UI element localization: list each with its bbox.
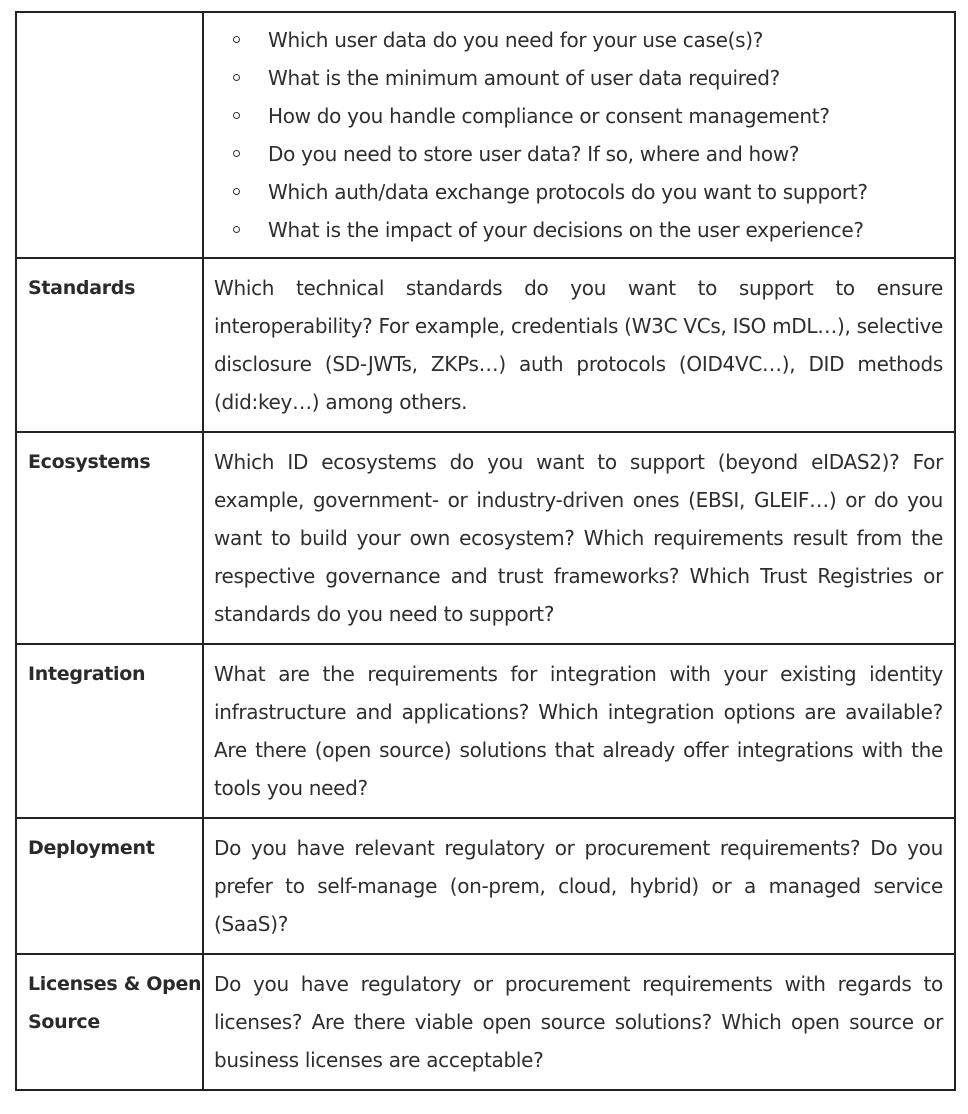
list-item-text: What is the impact of your decisions on the user experience? — [268, 218, 864, 242]
row-label-licenses: Licenses & Open Source — [16, 954, 203, 1090]
list-item — [268, 97, 943, 135]
table-row-ecosystems — [16, 432, 955, 644]
table-row-licenses — [16, 954, 955, 1090]
table-row-integration — [16, 644, 955, 818]
circle-bullet-icon — [233, 226, 240, 233]
list-item-text: How do you handle compliance or consent management? — [268, 104, 830, 128]
row-content-licenses: Do you have regulatory or procurement requirements with regards to licenses? Are there viable open source solutions? Which open source or business licenses are acceptable? — [203, 954, 955, 1090]
requirements-table-container — [15, 11, 956, 1091]
row-label-standards: Standards — [16, 258, 203, 432]
list-item-text: Which user data do you need for your use case(s)? — [268, 28, 764, 52]
row-content-integration: What are the requirements for integration with your existing identity infrastructure and applications? Which integration options are available? Are there (open source) solutions that already offer integrations with the tools you need? — [203, 644, 955, 818]
row-label-ecosystems: Ecosystems — [16, 432, 203, 644]
row-content-deployment: Do you have relevant regulatory or procurement requirements? Do you prefer to self-manage (on-prem, cloud, hybrid) or a managed service (SaaS)? — [203, 818, 955, 954]
row-content-standards: Which technical standards do you want to support to ensure interoperability? For example, credentials (W3C VCs, ISO mDL…), selective disclosure (SD-JWTs, ZKPs…) auth protocols (OID4VC…), DID methods (did:key…) among others. — [203, 258, 955, 432]
requirements-table — [15, 11, 956, 1091]
list-item — [268, 21, 943, 59]
list-item-text: Do you need to store user data? If so, where and how? — [268, 142, 800, 166]
row-label-empty — [16, 12, 203, 258]
circle-bullet-icon — [233, 74, 240, 81]
table-row-deployment — [16, 818, 955, 954]
question-list — [214, 21, 943, 249]
list-item — [268, 173, 943, 211]
list-item — [268, 135, 943, 173]
row-content-ecosystems: Which ID ecosystems do you want to support (beyond eIDAS2)? For example, government- or industry-driven ones (EBSI, GLEIF…) or do you want to build your own ecosystem? Which requirements result from the respective governance and trust frameworks? Which Trust Registries or standards do you need to support? — [203, 432, 955, 644]
list-item — [268, 59, 943, 97]
row-label-deployment: Deployment — [16, 818, 203, 954]
circle-bullet-icon — [233, 188, 240, 195]
list-item — [268, 211, 943, 249]
circle-bullet-icon — [233, 112, 240, 119]
row-label-integration: Integration — [16, 644, 203, 818]
table-row-user-data — [16, 12, 955, 258]
circle-bullet-icon — [233, 36, 240, 43]
row-content-user-data — [203, 12, 955, 258]
table-row-standards — [16, 258, 955, 432]
list-item-text: Which auth/data exchange protocols do you want to support? — [268, 180, 868, 204]
circle-bullet-icon — [233, 150, 240, 157]
list-item-text: What is the minimum amount of user data required? — [268, 66, 780, 90]
